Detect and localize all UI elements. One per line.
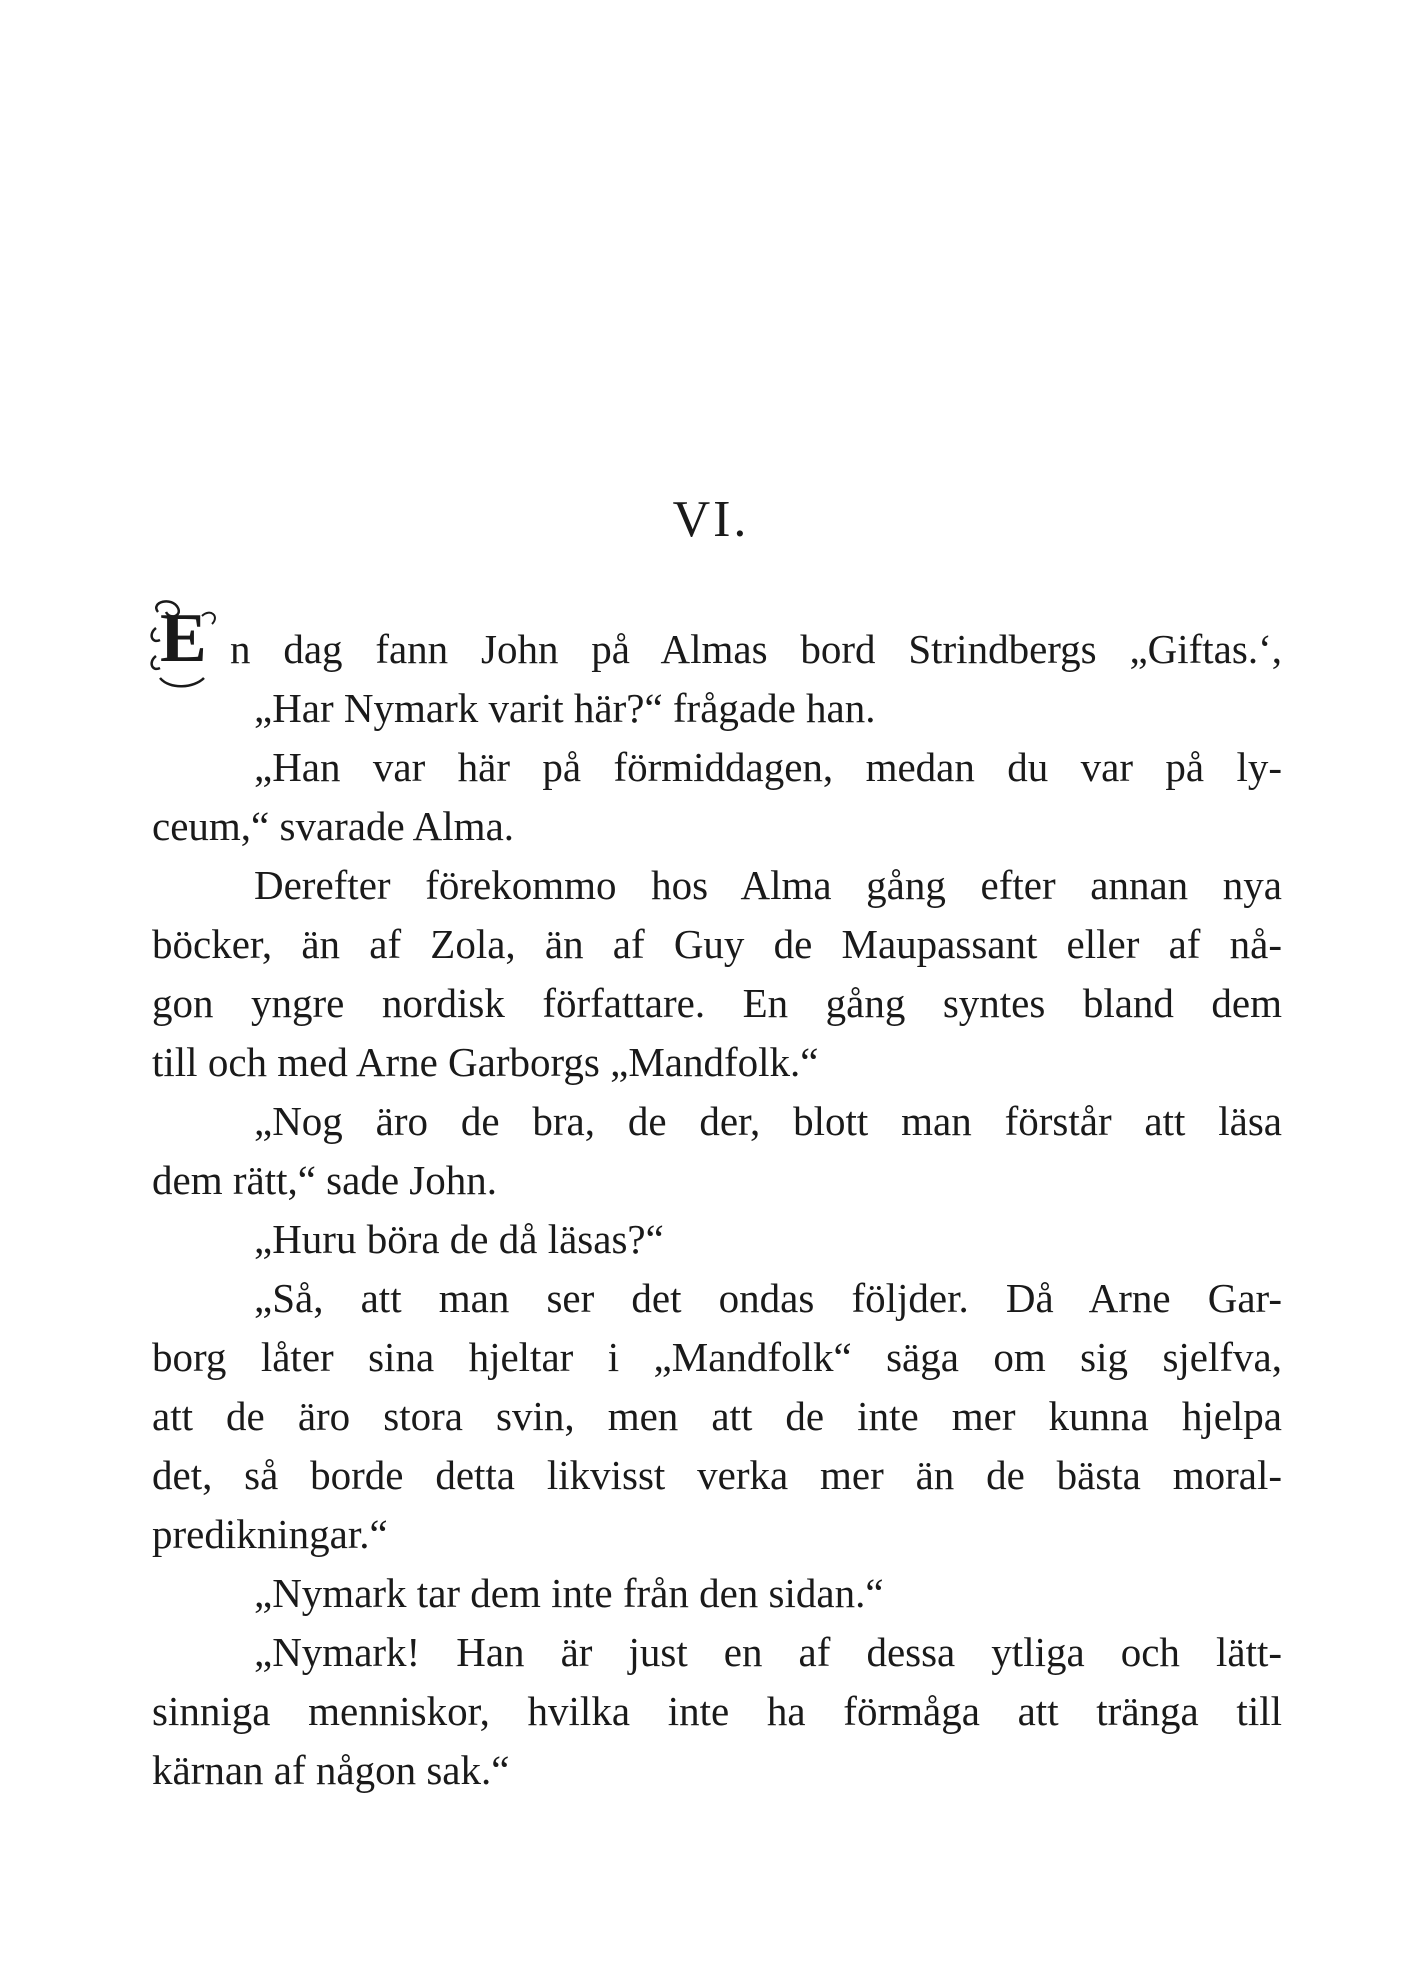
text-line: det, så borde detta likvisst verka mer än de bästa moral-: [152, 1452, 1282, 1498]
text-line: borg låter sina hjeltar i „Mandfolk“ säga om sig sjelfva,: [152, 1334, 1282, 1380]
chapter-heading: VI.: [672, 491, 750, 548]
text-line: kärnan af någon sak.“: [152, 1747, 510, 1793]
text-line: ceum,“ svarade Alma.: [152, 803, 515, 849]
text-line: „Nymark! Han är just en af dessa ytliga och lätt-: [254, 1629, 1282, 1675]
text-line: sinniga menniskor, hvilka inte ha förmåga att tränga till: [152, 1688, 1282, 1734]
text-line: „Han var här på förmiddagen, medan du var på ly-: [254, 744, 1282, 790]
text-line: att de äro stora svin, men att de inte mer kunna hjelpa: [152, 1393, 1282, 1439]
text-line: böcker, än af Zola, än af Guy de Maupassant eller af nå-: [152, 921, 1282, 967]
text-line: dem rätt,“ sade John.: [152, 1157, 497, 1203]
text-line: predikningar.“: [152, 1511, 388, 1557]
ornamental-initial: [148, 598, 230, 690]
text-line: „Så, att man ser det ondas följder. Då Arne Gar-: [254, 1275, 1282, 1321]
text-line: „Huru böra de då läsas?“: [254, 1216, 664, 1262]
opening-line: [152, 600, 1282, 679]
text-line: Derefter förekommo hos Alma gång efter annan nya: [254, 862, 1282, 908]
opening-line-text: n dag fann John på Almas bord Strindbergs „Giftas.‘,: [230, 626, 1282, 672]
text-line: „Nog äro de bra, de der, blott man förstår att läsa: [254, 1098, 1282, 1144]
text-line: till och med Arne Garborgs „Mandfolk.“: [152, 1039, 819, 1085]
drop-cap-letter: E: [160, 600, 207, 677]
text-line: „Nymark tar dem inte från den sidan.“: [254, 1570, 884, 1616]
chapter-text: [152, 600, 1282, 1800]
text-line: gon yngre nordisk författare. En gång syntes bland dem: [152, 980, 1282, 1026]
text-line: „Har Nymark varit här?“ frågade han.: [254, 685, 876, 731]
